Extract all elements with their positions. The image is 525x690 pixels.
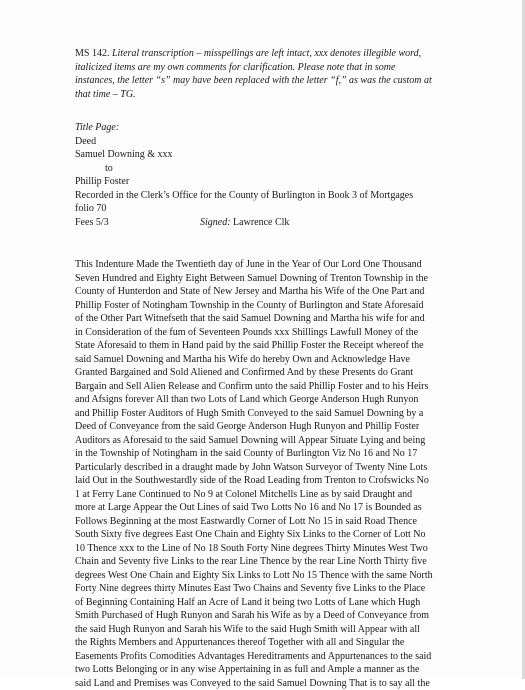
body-line: the Rights Members and Appurtenances thereof Together with all and Singular the bbox=[75, 636, 495, 650]
body-line: two Lotts Belonging or in any wise Appertaining in as full and Ample a manner as the bbox=[75, 663, 495, 677]
recorded-line: Recorded in the Clerk’s Office for the County of Burlington in Book 3 of Mortgages bbox=[75, 189, 495, 203]
grantee-name: Phillip Foster bbox=[75, 175, 495, 189]
body-line: Granted Bargained and Sold Aliened and Confirmed And by these Presents do Grant bbox=[75, 366, 495, 380]
body-line: in the Township of Notingham in the said County of Burlington Viz No 16 and No 17 bbox=[75, 447, 495, 461]
fees-row bbox=[75, 216, 495, 230]
note-line: that time – TG. bbox=[75, 89, 136, 100]
body-line: degrees West One Chain and Eighty Six Links to Lott No 15 Thence with the same North bbox=[75, 569, 495, 583]
body-line: said Land and Premises was Conveyed to the said Samuel Downing That is to say all the bbox=[75, 677, 495, 690]
body-line: said Samuel Downing and Martha his Wife do hereby Own and Acknowledge Have bbox=[75, 353, 495, 367]
body-line: Deed of Conveyance from the said George Anderson Hugh Runyon and Phillip Foster bbox=[75, 420, 495, 434]
body-line: of Beginning Containing Half an Acre of Land it being two Lotts of Lane which Hugh bbox=[75, 596, 495, 610]
body-line: Easements Profits Comodities Advantages Hereditraments and Appurtenances to the said bbox=[75, 650, 495, 664]
body-line: Forty Nine degrees thirty Minutes East Two Chains and Seventy five Links to the Place bbox=[75, 582, 495, 596]
body-line: the said Hugh Runyon and Sarah his Wife to the said Hugh Smith will Appear with all bbox=[75, 623, 495, 637]
title-page-label: Title Page: bbox=[75, 121, 495, 135]
grantor-name: Samuel Downing & xxx bbox=[75, 148, 495, 162]
signed-name: Lawrence Clk bbox=[231, 217, 290, 228]
body-line: Follows Beginning at the most Eastwardly Corner of Lott No 15 in said Road Thence bbox=[75, 515, 495, 529]
to-label: to bbox=[75, 162, 495, 176]
note-line: italicized items are my own comments for clarification. Please note that in some bbox=[75, 62, 395, 73]
body-line: Particularly described in a draught made by John Watson Surveyor of Twenty Nine Lots bbox=[75, 461, 495, 475]
body-line: Bargain and Sell Alien Release and Confirm unto the said Phillip Foster and to his Heirs bbox=[75, 380, 495, 394]
body-line: County of Hunterdon and State of New Jersey and Martha his Wife of the One Part and bbox=[75, 285, 495, 299]
signed-label: Signed: bbox=[200, 217, 231, 228]
body-line: Smith Purchased of Hugh Runyon and Sarah his Wife as by a Deed of Conveyance from bbox=[75, 609, 495, 623]
body-line: more at Large Appear the Out Lines of said Two Lotts No 16 and No 17 is Bounded as bbox=[75, 501, 495, 515]
folio-line: folio 70 bbox=[75, 202, 495, 216]
deed-label: Deed bbox=[75, 135, 495, 149]
signature-line bbox=[200, 216, 289, 230]
ms-number: MS 142. bbox=[75, 48, 109, 59]
body-line: South Sixty five degrees East One Chain and Eighty Six Links to the Corner of Lott No bbox=[75, 528, 495, 542]
body-line: This Indenture Made the Twentieth day of June in the Year of Our Lord One Thousand bbox=[75, 258, 495, 272]
body-line: Seven Hundred and Eighty Eight Between Samuel Downing of Trenton Township in the bbox=[75, 272, 495, 286]
note-line: Literal transcription – misspellings are left intact, xxx denotes illegible word, bbox=[109, 48, 421, 59]
body-line: and Phillip Foster Auditors of Hugh Smith Conveyed to the said Samuel Downing by a bbox=[75, 407, 495, 421]
body-line: Auditors as Aforesaid to the said Samuel Downing will Appear Situate Lying and being bbox=[75, 434, 495, 448]
fees-line: Fees 5/3 bbox=[75, 217, 109, 228]
body-line: in Consideration of the fum of Seventeen Pounds xxx Shillings Lawfull Money of the bbox=[75, 326, 495, 340]
body-line: 1 at Ferry Lane Continued to No 9 at Colonel Mitchells Line as by said Draught and bbox=[75, 488, 495, 502]
body-line: and Afsigns forever All than two Lots of Land which George Anderson Hugh Runyon bbox=[75, 393, 495, 407]
note-line: instances, the letter “s” may have been replaced with the letter “f,” as was the custom at bbox=[75, 75, 432, 86]
transcription-note bbox=[75, 47, 477, 101]
body-line: laid Out in the Southwestardly side of the Road Leading from Trenton to Crofswicks No bbox=[75, 474, 495, 488]
body-line: of the Other Part Witnefseth that the said Samuel Downing and Martha his wife for and bbox=[75, 312, 495, 326]
deed-body-text bbox=[75, 258, 495, 690]
title-page-block bbox=[75, 121, 495, 229]
body-line: 10 Thence xxx to the Line of No 18 South Forty Nine degrees Thirty Minutes West Two bbox=[75, 542, 495, 556]
body-line: State Aforesaid to them in Hand paid by the said Phillip Foster the Receipt whereof the bbox=[75, 339, 495, 353]
body-line: Chain and Seventy five Links to the rear Line Thence by the rear Line North Thirty five bbox=[75, 555, 495, 569]
body-line: Phillip Foster of Notingham Township in the County of Burlington and State Aforesaid bbox=[75, 299, 495, 313]
